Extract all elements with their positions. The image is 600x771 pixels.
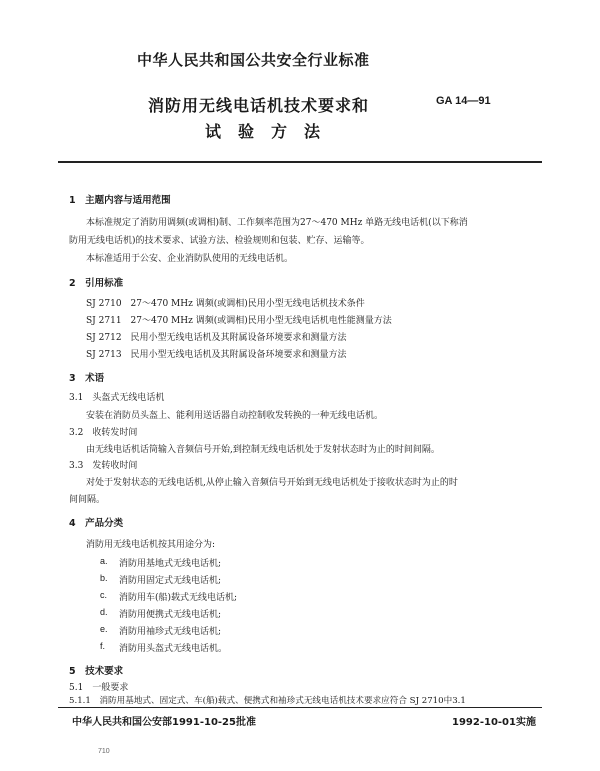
list-marker: e. bbox=[100, 624, 108, 634]
term-3-3-definition-b: 间间隔。 bbox=[69, 495, 106, 505]
section-1-para-1a: 本标准规定了消防用调频(或调相)制、工作频率范围为27～470 MHz 单路无线电话机(以下称消 bbox=[86, 218, 468, 228]
list-item: 消防用车(船)载式无线电话机; bbox=[119, 593, 238, 603]
list-item: 消防用基地式无线电话机; bbox=[119, 559, 222, 569]
effective-date: 1992-10-01实施 bbox=[452, 717, 536, 728]
section-5-heading: 5 技术要求 bbox=[69, 666, 124, 677]
list-marker: c. bbox=[100, 590, 108, 600]
list-item: 消防用便携式无线电话机; bbox=[119, 610, 222, 620]
section-1-heading: 1 主题内容与适用范围 bbox=[69, 195, 171, 206]
list-item: 消防用头盔式无线电话机。 bbox=[119, 644, 228, 654]
term-3-1: 3.1 头盔式无线电话机 bbox=[69, 393, 165, 403]
section-1-para-1b: 防用无线电话机)的技术要求、试验方法、检验规则和包装、贮存、运输等。 bbox=[69, 236, 370, 246]
document-title: 消防用无线电话机技术要求和 bbox=[148, 96, 370, 115]
term-3-2-definition: 由无线电话机话筒输入音频信号开始,到控制无线电话机处于发射状态时为止的时间间隔。 bbox=[86, 445, 440, 455]
page-number: 710 bbox=[98, 748, 110, 755]
document-subtitle: 试验方法 bbox=[205, 122, 338, 141]
section-3-heading: 3 术语 bbox=[69, 373, 105, 384]
footer-rule bbox=[58, 707, 542, 708]
standard-code: GA 14—91 bbox=[436, 95, 491, 107]
clause-5-1-1: 5.1.1 消防用基地式、固定式、车(船)载式、便携式和袖珍式无线电话机技术要求应符合 SJ 2710中3.1 bbox=[69, 696, 466, 706]
term-3-3-definition-a: 对处于发射状态的无线电话机,从停止输入音频信号开始到无线电话机处于接收状态时为止的时 bbox=[86, 478, 458, 488]
list-item: 消防用固定式无线电话机; bbox=[119, 576, 222, 586]
section-4-heading: 4 产品分类 bbox=[69, 518, 124, 529]
section-1-para-2: 本标准适用于公安、企业消防队使用的无线电话机。 bbox=[86, 254, 294, 264]
term-3-3: 3.3 发转收时间 bbox=[69, 461, 138, 471]
section-4-intro: 消防用无线电话机按其用途分为: bbox=[86, 540, 216, 550]
header-rule bbox=[58, 161, 542, 163]
list-marker: f. bbox=[100, 641, 106, 651]
reference-item: SJ 2713 民用小型无线电话机及其附属设备环境要求和测量方法 bbox=[86, 350, 347, 360]
list-item: 消防用袖珍式无线电话机; bbox=[119, 627, 222, 637]
reference-item: SJ 2711 27～470 MHz 调频(或调相)民用小型无线电话机电性能测量方法 bbox=[86, 316, 392, 326]
section-2-heading: 2 引用标准 bbox=[69, 278, 124, 289]
list-marker: a. bbox=[100, 556, 108, 566]
subsection-5-1: 5.1 一般要求 bbox=[69, 683, 129, 693]
term-3-1-definition: 安装在消防员头盔上、能利用送话器自动控制收发转换的一种无线电话机。 bbox=[86, 411, 384, 421]
reference-item: SJ 2710 27～470 MHz 调频(或调相)民用小型无线电话机技术条件 bbox=[86, 299, 365, 309]
term-3-2: 3.2 收转发时间 bbox=[69, 428, 138, 438]
list-marker: d. bbox=[100, 607, 108, 617]
approval-line: 中华人民共和国公安部1991-10-25批准 bbox=[72, 717, 256, 728]
reference-item: SJ 2712 民用小型无线电话机及其附属设备环境要求和测量方法 bbox=[86, 333, 347, 343]
issuer-title: 中华人民共和国公共安全行业标准 bbox=[137, 51, 370, 69]
list-marker: b. bbox=[100, 573, 108, 583]
